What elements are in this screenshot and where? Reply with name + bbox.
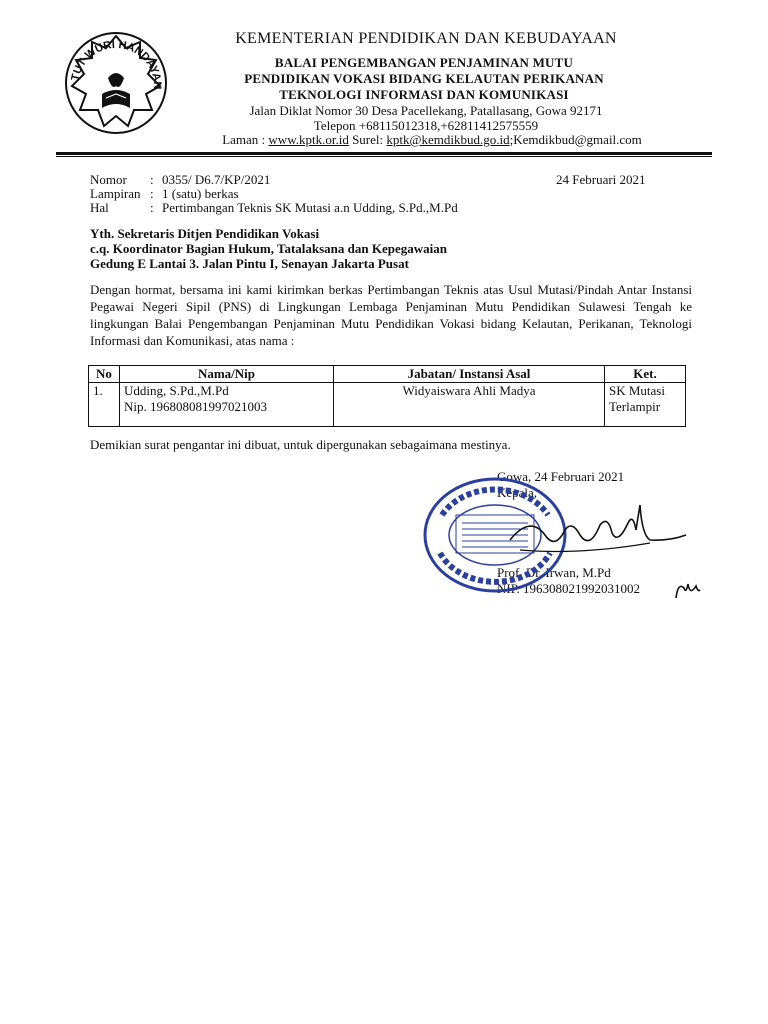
lampiran-value: 1 (satu) berkas — [162, 186, 239, 201]
cell-position: Widyaiswara Ahli Madya — [334, 383, 605, 427]
signature-title: Kepala, — [497, 485, 538, 500]
svg-text:TUT WURI HANDAYANI: TUT WURI HANDAYAN — [69, 38, 164, 90]
email-secondary: ;Kemdikbud@gmail.com — [509, 132, 642, 147]
ministry-name: KEMENTERIAN PENDIDIKAN DAN KEBUDAYAAN — [235, 30, 617, 47]
recipient-line-3: Gedung E Lantai 3. Jalan Pintu I, Senayan Jakarta Pusat — [90, 256, 409, 271]
handwritten-signature-icon — [500, 495, 690, 575]
institution-line-3: TEKNOLOGI INFORMASI DAN KOMUNIKASI — [279, 87, 569, 102]
initial-mark-icon — [672, 578, 702, 602]
letterhead-divider-thick — [56, 152, 712, 155]
letter-date: 24 Februari 2021 — [556, 172, 646, 187]
employee-table — [88, 365, 686, 427]
employee-name: Udding, S.Pd.,M.Pd — [124, 383, 229, 398]
closing-sentence: Demikian surat pengantar ini dibuat, untuk dipergunakan sebagaimana mestinya. — [90, 437, 511, 452]
lampiran-label: Lampiran — [90, 186, 141, 201]
ket-line-2: Terlampir — [609, 399, 661, 414]
signatory-nip: NIP. 196308021992031002 — [497, 581, 641, 596]
institution-line-1: BALAI PENGEMBANGAN PENJAMINAN MUTU — [274, 55, 574, 70]
cell-no: 1. — [89, 383, 120, 427]
employee-nip: Nip. 196808081997021003 — [124, 399, 267, 414]
col-header-no: No — [89, 366, 120, 383]
hal-label: Hal — [90, 200, 109, 215]
recipient-line-2: c.q. Koordinator Bagian Hukum, Tatalaksana dan Kepegawaian — [90, 241, 447, 256]
letterhead-divider-thin — [56, 156, 712, 157]
nomor-colon: : — [150, 172, 154, 187]
nomor-label: Nomor — [90, 172, 127, 187]
body-paragraph: Dengan hormat, bersama ini kami kirimkan berkas Pertimbangan Teknis atas Usul Mutasi/Pindah Antar Instansi Pegawai Negeri Sipil (PNS) di Lingkungan Lembaga Penjaminan Mutu Pendidikan Sulawesi Tengah ke lingkungan Balai Pengembangan Penjaminan Mutu Pendidikan Vokasi bidang Kelautan, Perikanan, Teknologi Informasi dan Komunikasi, atas nama : — [90, 282, 692, 348]
table-header-row — [89, 366, 686, 383]
website-link[interactable]: www.kptk.or.id — [268, 132, 349, 147]
hal-colon: : — [150, 200, 154, 215]
email-link[interactable]: kptk@kemdikbud.go.id — [386, 132, 510, 147]
lampiran-colon: : — [150, 186, 154, 201]
web-label: Laman : — [222, 132, 266, 147]
signature-place-date: Gowa, 24 Februari 2021 — [497, 469, 625, 484]
cell-ket — [605, 383, 686, 427]
ket-line-1: SK Mutasi — [609, 383, 665, 398]
institution-phone: Telepon +68115012318,+62811412575559 — [313, 118, 539, 133]
cell-name — [120, 383, 334, 427]
nomor-value: 0355/ D6.7/KP/2021 — [162, 172, 271, 187]
recipient-line-1: Yth. Sekretaris Ditjen Pendidikan Vokasi — [90, 226, 320, 241]
email-label: Surel: — [352, 132, 384, 147]
contact-line — [48, 132, 768, 148]
table-row — [89, 383, 686, 427]
col-header-name: Nama/Nip — [120, 366, 334, 383]
col-header-position: Jabatan/ Instansi Asal — [334, 366, 605, 383]
institution-address: Jalan Diklat Nomor 30 Desa Pacellekang, Patallasang, Gowa 92171 — [249, 103, 603, 118]
institution-line-2: PENDIDIKAN VOKASI BIDANG KELAUTAN PERIKANAN — [244, 71, 604, 86]
hal-value: Pertimbangan Teknis SK Mutasi a.n Udding, S.Pd.,M.Pd — [162, 200, 458, 215]
col-header-ket: Ket. — [605, 366, 686, 383]
signatory-name: Prof. Dr. Irwan, M.Pd — [497, 565, 611, 580]
